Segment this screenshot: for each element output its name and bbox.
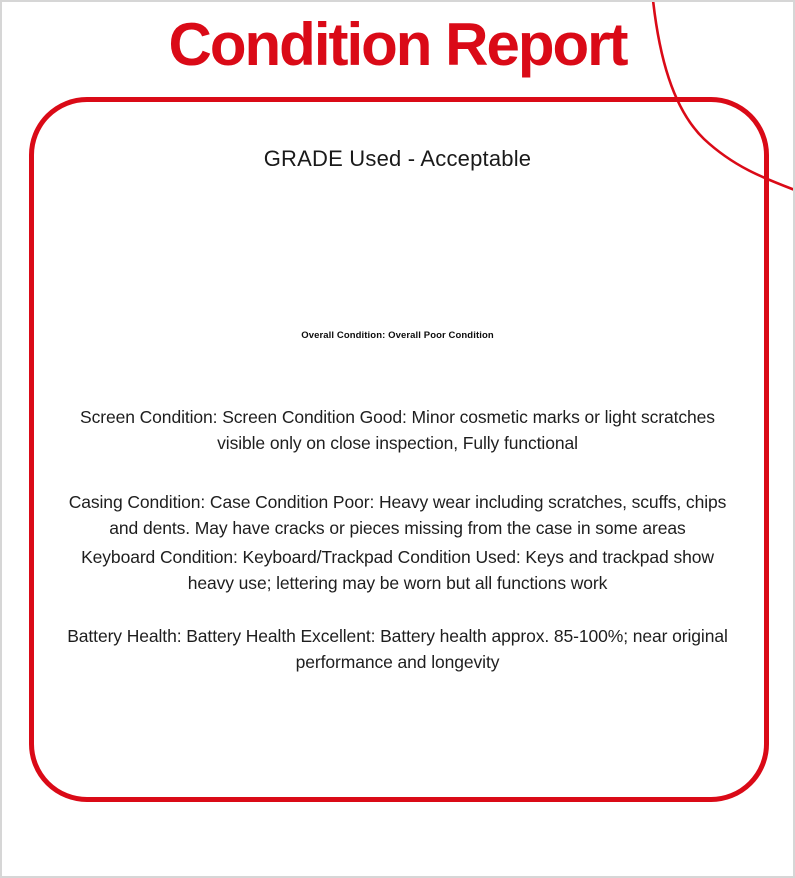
battery-health-paragraph: Battery Health: Battery Health Excellent: Battery health approx. 85-100%; near original performance and longevity bbox=[67, 626, 728, 672]
overall-condition-text: Overall Condition: Overall Poor Condition bbox=[301, 330, 494, 341]
keyboard-condition-paragraph: Keyboard Condition: Keyboard/Trackpad Condition Used: Keys and trackpad show heavy use; lettering may be worn but all functions work bbox=[81, 547, 714, 593]
screen-condition-paragraph: Screen Condition: Screen Condition Good: Minor cosmetic marks or light scratches visible only on close inspection, Fully functional bbox=[80, 407, 715, 453]
grade-heading: GRADE Used - Acceptable bbox=[263, 146, 532, 171]
page-title: Condition Report bbox=[168, 11, 627, 78]
condition-paragraphs bbox=[60, 404, 736, 675]
casing-condition-paragraph: Casing Condition: Case Condition Poor: Heavy wear including scratches, scuffs, chips and dents. May have cracks or pieces missing from the case in some areas bbox=[68, 492, 727, 538]
